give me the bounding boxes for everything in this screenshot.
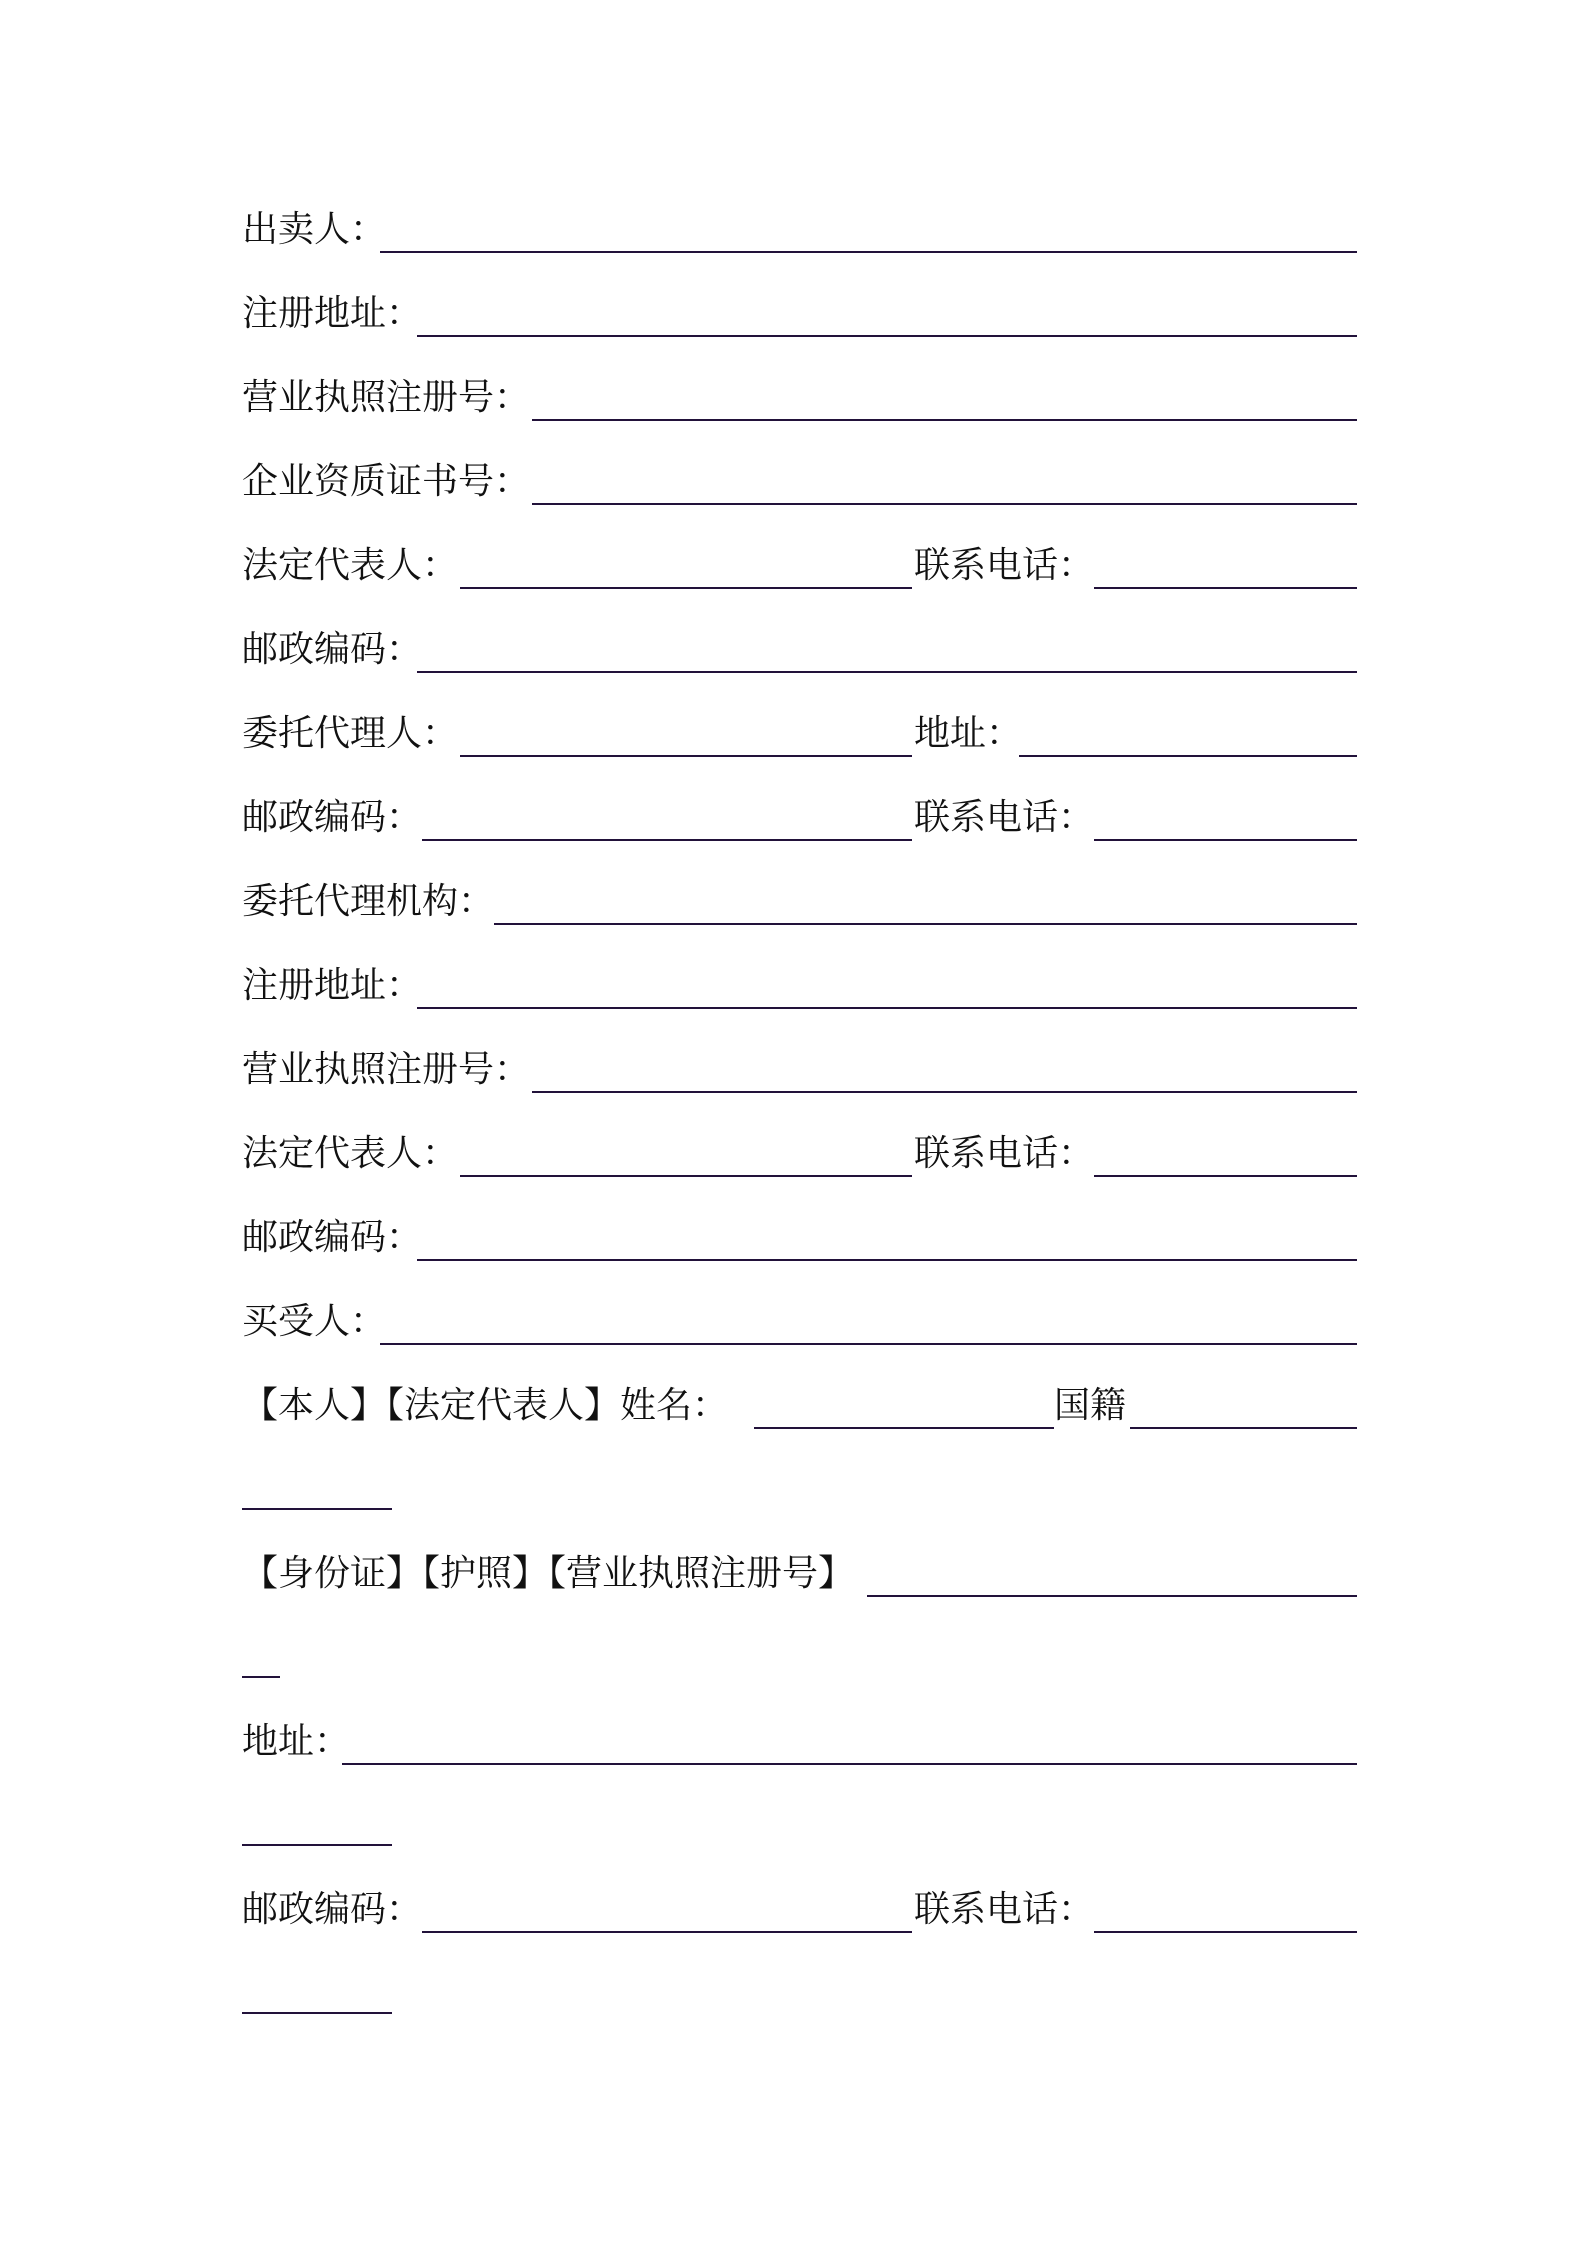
agency-postcode-row	[242, 1213, 1357, 1273]
seller-license-label: 营业执照注册号：	[242, 377, 531, 418]
agency-address-label: 注册地址：	[242, 965, 423, 1006]
agency-name-field[interactable]	[494, 923, 1357, 925]
seller-postcode-field[interactable]	[417, 671, 1357, 673]
agent-postcode-label: 邮政编码：	[242, 797, 423, 838]
buyer-identity-row	[242, 1381, 1357, 1441]
agency-phone-field[interactable]	[1094, 1175, 1357, 1177]
seller-phone-field[interactable]	[1094, 587, 1357, 589]
seller-legal-rep-label: 法定代表人：	[242, 545, 459, 586]
agent-person-field[interactable]	[460, 755, 912, 757]
seller-name-field[interactable]	[380, 251, 1357, 253]
buyer-nationality-continuation[interactable]	[242, 1508, 392, 1510]
buyer-id-field[interactable]	[867, 1595, 1357, 1597]
seller-postcode-label: 邮政编码：	[242, 629, 423, 670]
buyer-identity-label: 【本人】【法定代表人】姓名：	[242, 1385, 729, 1426]
seller-qualification-field[interactable]	[532, 503, 1357, 505]
seller-address-field[interactable]	[417, 335, 1357, 337]
seller-address-label: 注册地址：	[242, 293, 423, 334]
agent-phone-label: 联系电话：	[914, 797, 1095, 838]
agent-postcode-field[interactable]	[422, 839, 912, 841]
seller-address-row	[242, 289, 1357, 349]
seller-phone-label: 联系电话：	[914, 545, 1095, 586]
agency-postcode-field[interactable]	[417, 1259, 1357, 1261]
buyer-id-row	[242, 1549, 1357, 1609]
agency-address-field[interactable]	[417, 1007, 1357, 1009]
buyer-phone-field[interactable]	[1094, 1931, 1357, 1933]
seller-name-row	[242, 205, 1357, 265]
agent-person-label: 委托代理人：	[242, 713, 459, 754]
buyer-address-continuation[interactable]	[242, 1844, 392, 1846]
agent-postcode-row	[242, 793, 1357, 853]
buyer-name-row	[242, 1297, 1357, 1357]
seller-legal-rep-field[interactable]	[460, 587, 912, 589]
seller-license-row	[242, 373, 1357, 433]
buyer-postcode-row	[242, 1885, 1357, 1945]
agent-address-field[interactable]	[1019, 755, 1357, 757]
buyer-name-field[interactable]	[380, 1343, 1357, 1345]
buyer-phone-continuation[interactable]	[242, 2012, 392, 2014]
agency-license-field[interactable]	[532, 1091, 1357, 1093]
buyer-address-field[interactable]	[342, 1763, 1357, 1765]
agency-legal-rep-label: 法定代表人：	[242, 1133, 459, 1174]
buyer-id-label: 【身份证】【护照】【营业执照注册号】	[242, 1553, 855, 1594]
seller-postcode-row	[242, 625, 1357, 685]
agent-address-label: 地址：	[914, 713, 1023, 754]
agency-phone-label: 联系电话：	[914, 1133, 1095, 1174]
agency-name-row	[242, 877, 1357, 937]
agency-license-label: 营业执照注册号：	[242, 1049, 531, 1090]
agency-postcode-label: 邮政编码：	[242, 1217, 423, 1258]
buyer-phone-label: 联系电话：	[914, 1889, 1095, 1930]
agent-person-row	[242, 709, 1357, 769]
agency-license-row	[242, 1045, 1357, 1105]
buyer-nationality-field[interactable]	[1130, 1427, 1357, 1429]
agency-legal-rep-row	[242, 1129, 1357, 1189]
agency-legal-rep-field[interactable]	[460, 1175, 912, 1177]
contract-party-form	[242, 0, 1357, 2244]
buyer-nationality-label: 国籍	[1054, 1385, 1127, 1426]
agent-phone-field[interactable]	[1094, 839, 1357, 841]
buyer-postcode-field[interactable]	[422, 1931, 912, 1933]
seller-license-field[interactable]	[532, 419, 1357, 421]
buyer-address-label: 地址：	[242, 1721, 351, 1762]
buyer-name-value-field[interactable]	[754, 1427, 1054, 1429]
agency-name-label: 委托代理机构：	[242, 881, 495, 922]
seller-qualification-label: 企业资质证书号：	[242, 461, 531, 502]
buyer-id-continuation[interactable]	[242, 1676, 280, 1678]
seller-name-label: 出卖人：	[242, 209, 387, 250]
buyer-address-row	[242, 1717, 1357, 1777]
seller-qualification-row	[242, 457, 1357, 517]
buyer-postcode-label: 邮政编码：	[242, 1889, 423, 1930]
seller-legal-rep-row	[242, 541, 1357, 601]
agency-address-row	[242, 961, 1357, 1021]
buyer-name-label: 买受人：	[242, 1301, 387, 1342]
